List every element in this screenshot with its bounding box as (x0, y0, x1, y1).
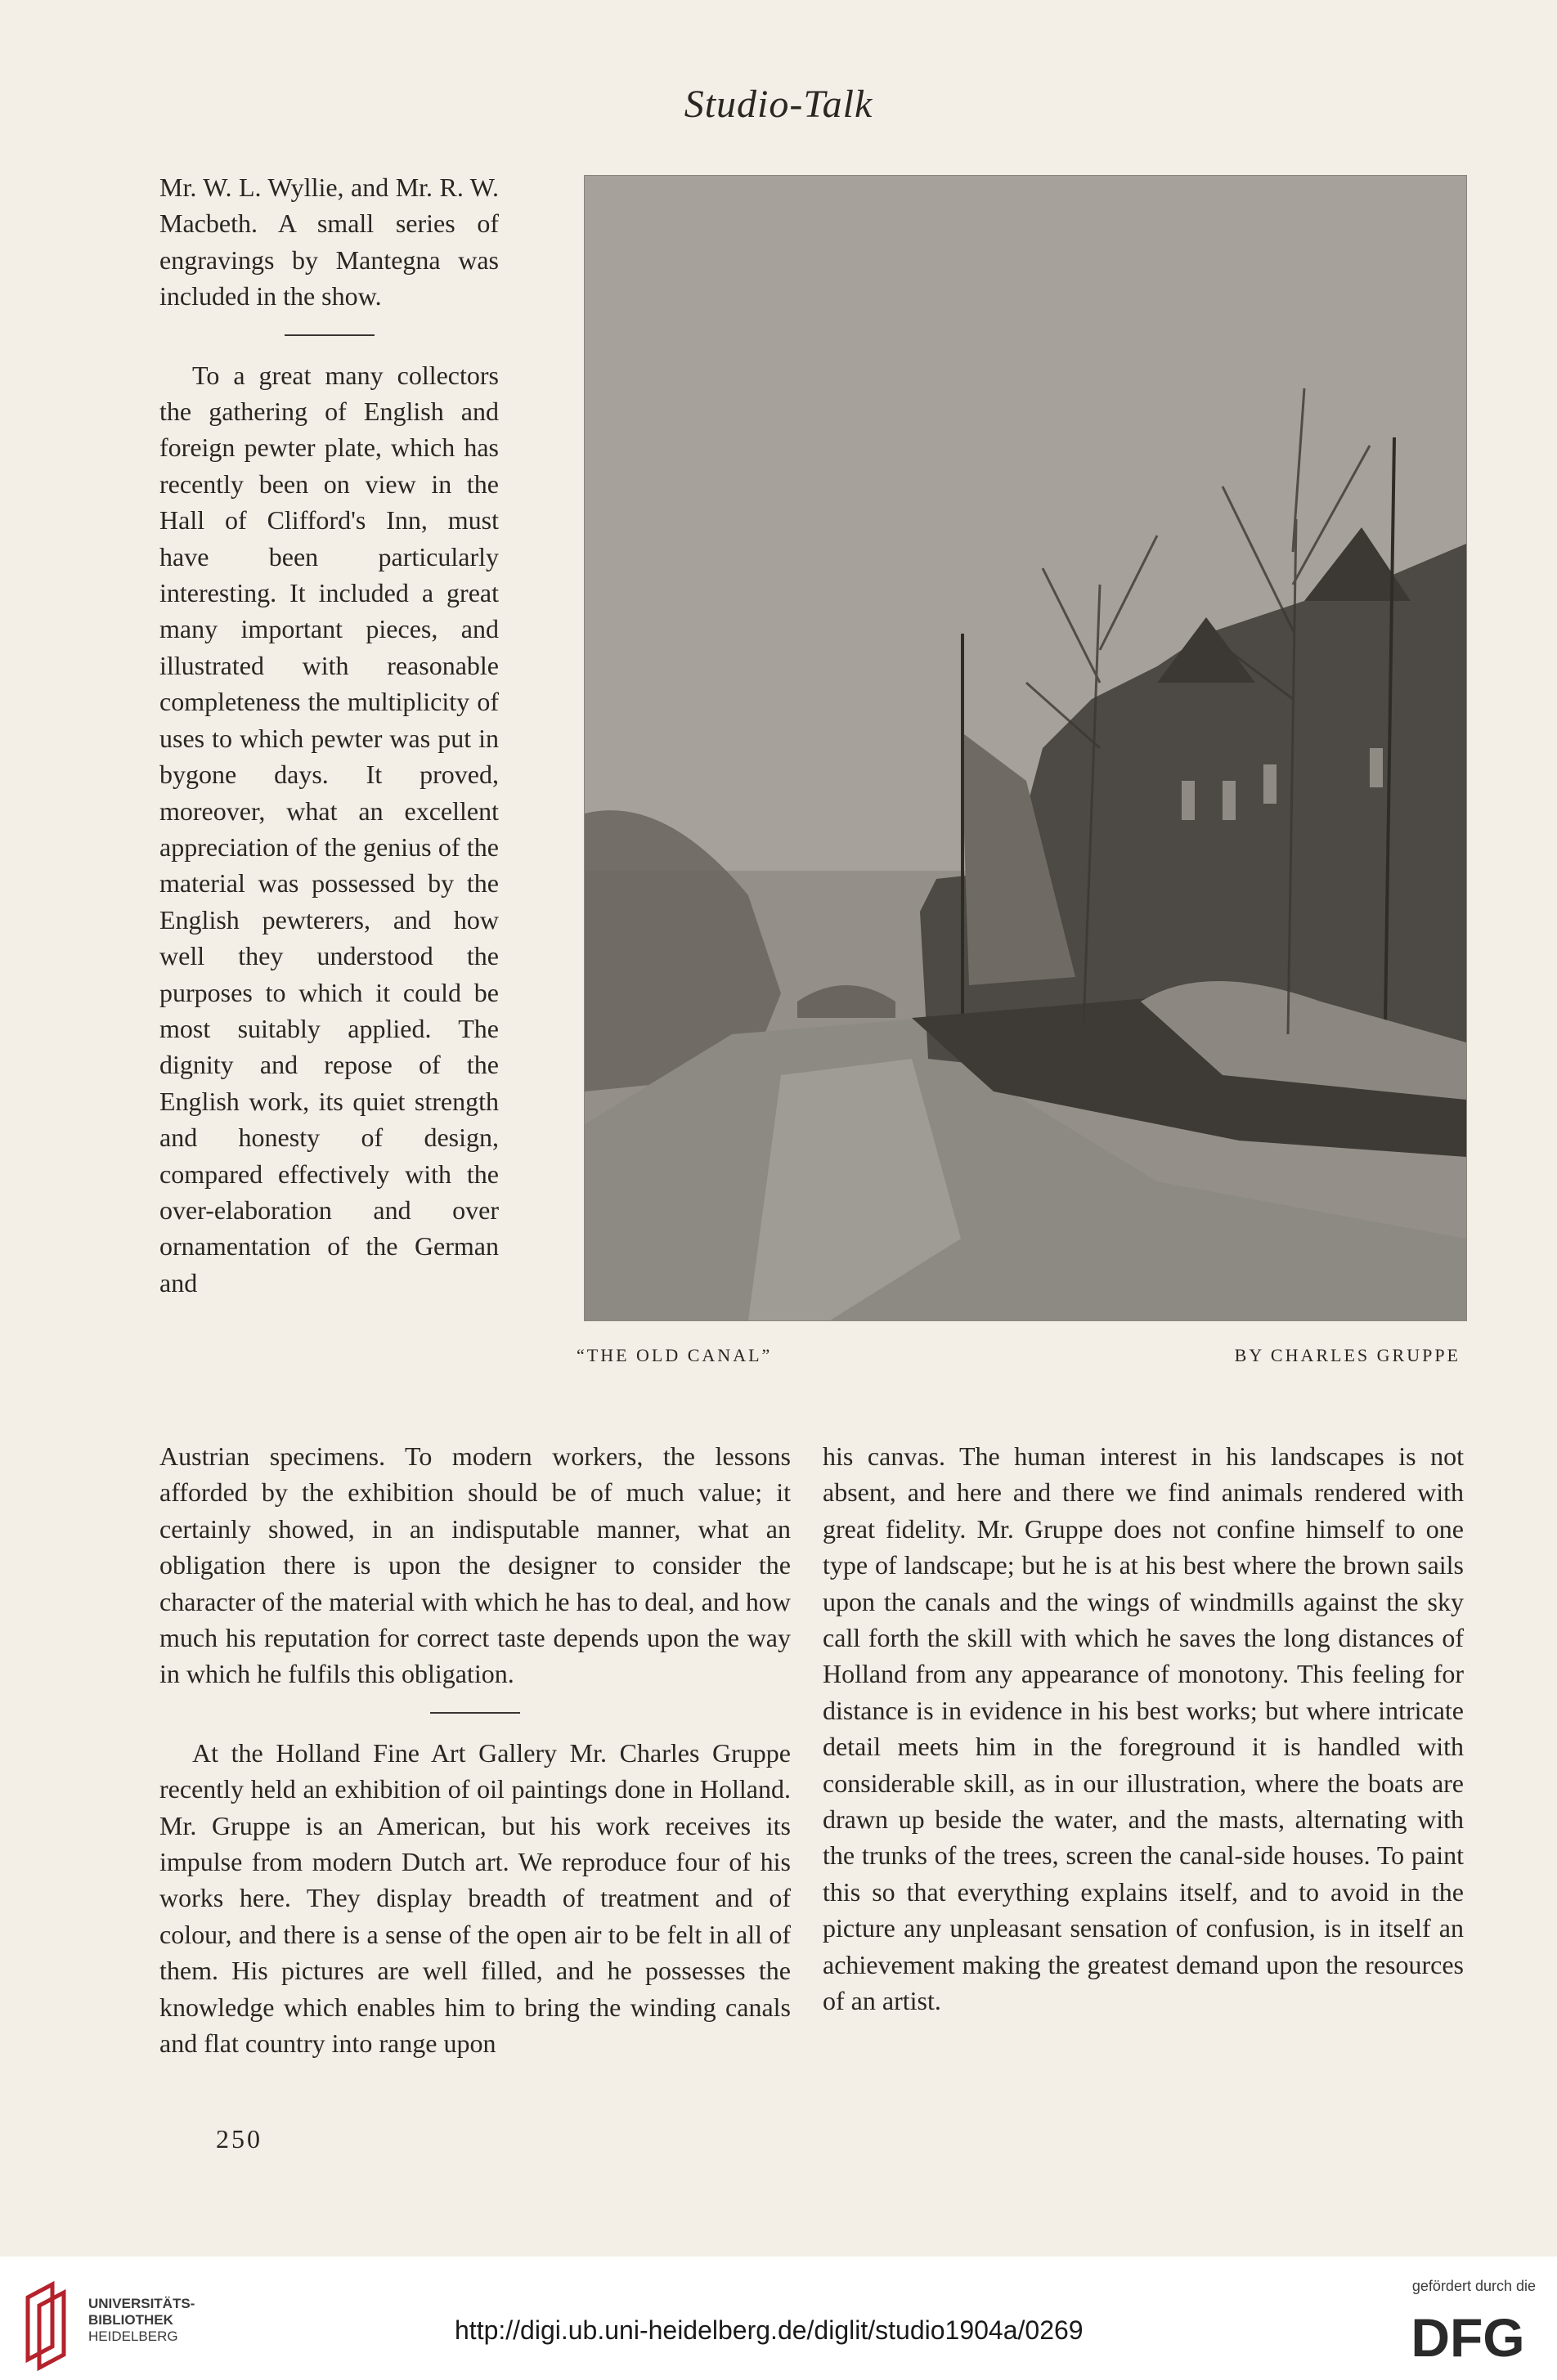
library-name-line: HEIDELBERG (88, 2328, 178, 2344)
digitization-footer (0, 2257, 1557, 2380)
canal-painting-image (585, 176, 1466, 1320)
library-name-line: BIBLIOTHEK (88, 2312, 173, 2328)
paragraph: To a great many collectors the gathering of English and foreign pewter plate, which has recently been on view in the Hall of Clifford's Inn, must have been particularly interesting. It included a great many important pieces, and illustrated with reasonable completeness the multiplicity of uses to which pewter was put in bygone days. It proved, moreover, what an excellent appreciation of the genius of the material was possessed by the English pewterers, and how well they understood the purposes to which it could be most suitably applied. The dignity and repose of the English work, its quiet strength and honesty of design, compared effectively with the over-elaboration and over ornamentation of the German and (159, 360, 499, 1298)
section-divider (430, 1712, 520, 1714)
paragraph: Austrian specimens. To modern workers, the lessons afforded by the exhibition should be of much value; it certainly showed, in an indisputable manner, what an obligation there is upon the designer to consider the character of the material with which he has to deal, and how much his reputation for correct taste depends upon the way in which he fulfils this obligation. (159, 1441, 791, 1689)
paragraph: his canvas. The human interest in his landscapes is not absent, and here and there we find animals rendered with great fidelity. Mr. Gruppe does not confine himself to one type of landscape; but he is at his best where the brown sails upon the canals and the wings of windmills against the sky call forth the skill with which he saves the long distances of Holland from any appearance of monotony. This feeling for distance is in evidence in his best works; but where intricate detail meets him in the foreground it is handled with considerable skill, as in our illustration, where the boats are drawn up beside the water, and the masts, alternating with the trunks of the trees, screen the canal-side houses. To paint this so that everything explains itself, and to avoid in the picture any unpleasant sensation of confusion, is in itself an achievement making the greatest demand upon the resources of an artist. (823, 1441, 1464, 2016)
body-column-left (159, 1438, 791, 2062)
paragraph: At the Holland Fine Art Gallery Mr. Charles Gruppe recently held an exhibition of oil paintings done in Holland. Mr. Gruppe is an American, but his work receives its impulse from modern Dutch art. We reproduce four of his works here. They display breadth of treatment and of colour, and there is a sense of the open air to be felt in all of them. His pictures are well filled, and he possesses the knowledge which enables him to bring the winding canals and flat country into range upon (159, 1737, 791, 2059)
library-logo-icon (20, 2281, 79, 2371)
left-column-text (159, 169, 499, 1301)
dfg-logo-icon (1400, 2306, 1536, 2368)
illustration-caption-title: “THE OLD CANAL” (577, 1345, 773, 1365)
page-number: 250 (216, 2124, 262, 2154)
library-name-line: UNIVERSITÄTS- (88, 2296, 195, 2311)
funding-label: gefördert durch die (1411, 2278, 1536, 2294)
section-divider (285, 334, 375, 336)
body-column-right (823, 1438, 1464, 2019)
page-title: Studio-Talk (684, 83, 873, 126)
illustration-caption-artist: BY CHARLES GRUPPE (1234, 1345, 1461, 1365)
paragraph: Mr. W. L. Wyllie, and Mr. R. W. Macbeth. A small series of engravings by Mantegna was included in the show. (159, 173, 499, 312)
dfg-logo-text: DFG (1411, 2307, 1525, 2368)
library-name (88, 2296, 195, 2345)
source-url-link[interactable]: http://digi.ub.uni-heidelberg.de/diglit/studio1904a/0269 (455, 2315, 1084, 2345)
illustration-old-canal (584, 175, 1467, 1321)
